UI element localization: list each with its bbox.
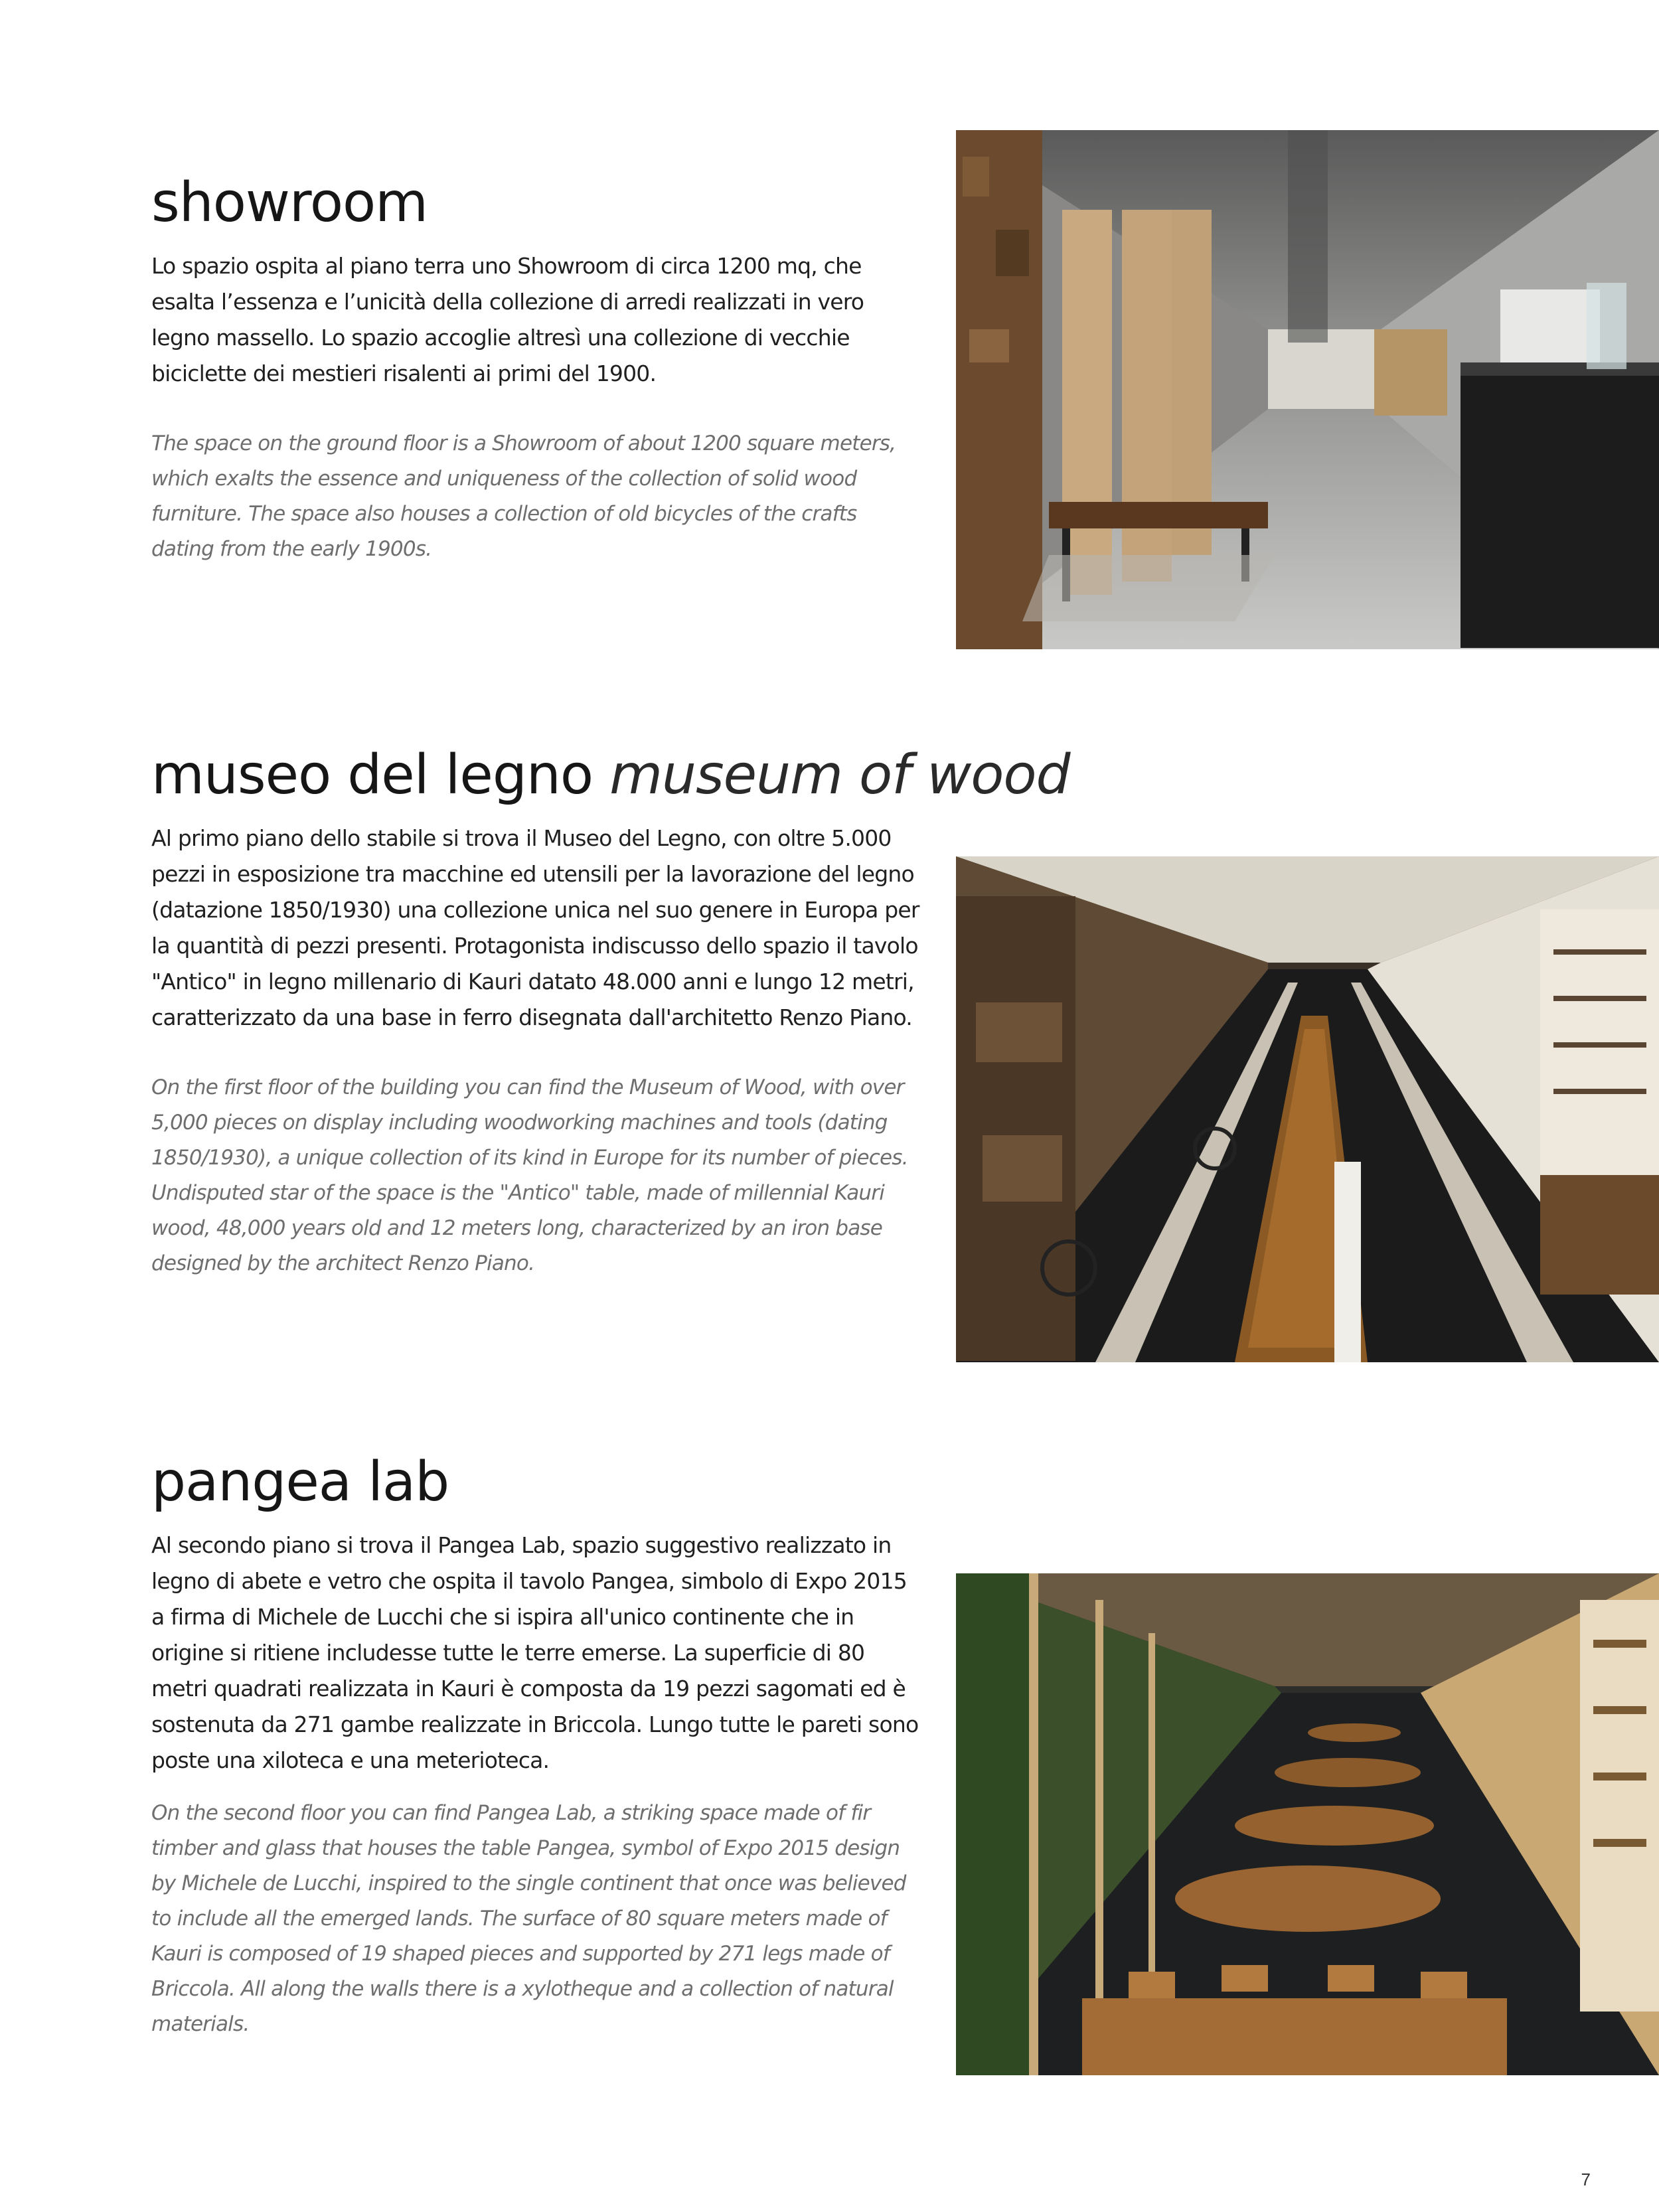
showroom-photo	[956, 130, 1659, 649]
section-title: museo del legno museum of wood	[151, 744, 1070, 807]
page-number: 7	[1581, 2170, 1591, 2189]
italian-text: Lo spazio ospita al piano terra uno Showroom di circa 1200 mq, che esalta l’essenza e l’unicità della collezione di arredi realizzati in vero legno massello. Lo spazio accoglie altresì una collezione di vecchie biciclette dei mestieri risalenti ai primi del 1900.	[151, 253, 864, 386]
english-text: On the first floor of the building you can find the Museum of Wood, with over 5,000 pieces on display including woodworking machines and tools (dating 1850/1930), a unique collection of its kind in Europe for its number of pieces. Undisputed star of the space is the "Antico" table, made of millennial Kauri wood, 48,000 years old and 12 meters long, characterized by an iron base designed by the architect Renzo Piano.	[151, 1075, 908, 1275]
section-pangea-lab	[151, 1451, 921, 2042]
italian-text: Al primo piano dello stabile si trova il Museo del Legno, con oltre 5.000 pezzi in esposizione tra macchine ed utensili per la lavorazione del legno (datazione 1850/1930) una collezione unica nel suo genere in Europa per la quantità di pezzi presenti. Protagonista indiscusso dello spazio il tavolo "Antico" in legno millenario di Kauri datato 48.000 anni e lungo 12 metri, caratterizzato da una base in ferro disegnata dall'architetto Renzo Piano.	[151, 825, 919, 1030]
section-museum	[151, 744, 1070, 1281]
section-title: showroom	[151, 171, 428, 234]
italian-text: Al secondo piano si trova il Pangea Lab, spazio suggestivo realizzato in legno di abete e vetro che ospita il tavolo Pangea, simbolo di Expo 2015 a firma di Michele de Lucchi che si ispira all'unico continente che in origine si ritiene includesse tutte le terre emerse. La superficie di 80 metri quadrati realizzata in Kauri è composta da 19 pezzi sagomati ed è sostenuta da 271 gambe realizzate in Briccola. Lungo tutte le pareti sono poste una xiloteca e una meterioteca.	[151, 1532, 919, 1773]
section-title-english: museum of wood	[609, 744, 1070, 807]
english-text: The space on the ground floor is a Showroom of about 1200 square meters, which exalts the essence and uniqueness of the collection of solid wood furniture. The space also houses a collection of old bicycles of the crafts dating from the early 1900s.	[151, 432, 896, 561]
museum-photo	[956, 856, 1659, 1362]
pangea-lab-photo	[956, 1573, 1659, 2075]
section-showroom	[151, 171, 921, 567]
english-text: On the second floor you can find Pangea Lab, a striking space made of fir timber and glass that houses the table Pangea, symbol of Expo 2015 design by Michele de Lucchi, inspired to the single continent that once was believed to include all the emerged lands. The surface of 80 square meters made of Kauri is composed of 19 shaped pieces and supported by 271 legs made of Briccola. All along the walls there is a xylotheque and a collection of natural materials.	[151, 1801, 906, 2036]
section-title: pangea lab	[151, 1451, 449, 1514]
